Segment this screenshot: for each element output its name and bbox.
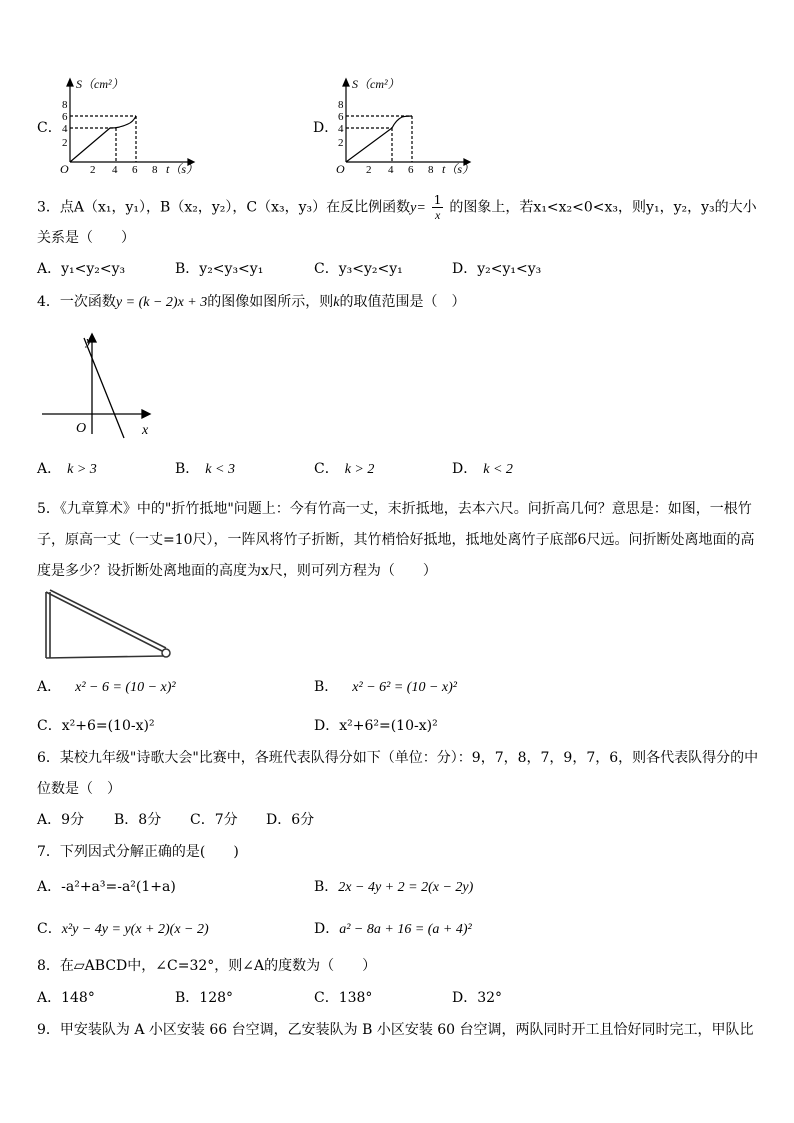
q7-option-d-label: D． bbox=[314, 921, 340, 937]
q8-option-a: A．148° bbox=[37, 990, 95, 1006]
y-tick: 4 bbox=[338, 123, 344, 135]
x-tick: 8 bbox=[428, 164, 434, 176]
q4-option-c bbox=[314, 459, 374, 480]
q5-option-d bbox=[314, 716, 438, 736]
q5-option-b-label: B． bbox=[314, 679, 339, 695]
x-axis-label: t（s） bbox=[166, 162, 199, 176]
origin-label: O bbox=[76, 421, 87, 436]
q7-option-d bbox=[314, 919, 472, 940]
y-axis-label: S（cm²） bbox=[76, 77, 124, 91]
q7-option-d-expr: a² − 8a + 16 = (a + 4)² bbox=[339, 922, 472, 937]
q5-line3: 度是多少？设折断处离地面的高度为x尺，则可列方程为（ ） bbox=[37, 563, 437, 579]
q5-option-a bbox=[37, 677, 176, 698]
q5-bamboo-figure bbox=[40, 588, 180, 664]
q3-frac-den: x bbox=[434, 208, 441, 222]
q3-text-pre: 3．点A（x₁，y₁），B（x₂，y₂），C（x₃，y₃）在反比例函数 bbox=[37, 199, 411, 216]
q3-option-d: D．y₂<y₁<y₃ bbox=[452, 261, 542, 277]
q4-option-b bbox=[175, 459, 235, 480]
q4-stem bbox=[37, 292, 465, 313]
x-axis-arrow bbox=[142, 410, 150, 418]
y-tick: 6 bbox=[62, 111, 68, 123]
ground-line bbox=[46, 656, 164, 658]
function-line bbox=[84, 338, 124, 438]
graph-option-d bbox=[336, 74, 476, 176]
q3-option-a: A．y₁<y₂<y₃ bbox=[37, 261, 126, 277]
q4-option-d-expr: k < 2 bbox=[483, 462, 513, 477]
q4-option-a-label: A． bbox=[37, 461, 62, 477]
q5-option-c bbox=[37, 716, 155, 736]
q3-func-y: y= bbox=[410, 200, 426, 216]
q6-line1: 6．某校九年级"诗歌大会"比赛中，各班代表队得分如下（单位：分）：9，7，8，7，9，7，6，则各代表队得分的中 bbox=[37, 750, 759, 766]
q3-text-post: 的图象上，若x₁<x₂<0<x₃，则y₁，y₂，y₃的大小 bbox=[449, 199, 757, 216]
q8-option-d: D．32° bbox=[452, 990, 503, 1006]
q6-line2: 位数是（ ） bbox=[37, 781, 121, 797]
y-axis-arrow bbox=[67, 79, 73, 86]
graph-option-c bbox=[60, 74, 200, 176]
y-tick: 6 bbox=[338, 111, 344, 123]
q3-line2: 关系是（ ） bbox=[37, 230, 135, 246]
q6-option-d: D．6分 bbox=[266, 812, 315, 828]
option-c-label: C． bbox=[37, 120, 62, 136]
q7-option-c bbox=[37, 919, 209, 940]
q7-option-c-expr: x²y − 4y = y(x + 2)(x − 2) bbox=[61, 922, 209, 937]
x-tick: 2 bbox=[366, 164, 372, 176]
broken-part-edge bbox=[50, 590, 166, 648]
q7-option-a bbox=[37, 877, 176, 897]
origin-label: O bbox=[336, 162, 345, 176]
y-axis-label: y bbox=[86, 333, 92, 348]
q4-option-d-label: D． bbox=[452, 461, 478, 477]
q3-line1 bbox=[37, 193, 757, 222]
q3-option-c: C．y₃<y₂<y₁ bbox=[314, 261, 403, 277]
q4-line-graph bbox=[38, 330, 168, 442]
q4-option-a bbox=[37, 459, 97, 480]
q4-text-post2: 的取值范围是（ ） bbox=[339, 294, 466, 310]
x-axis-label: x bbox=[142, 423, 149, 438]
q4-text-post: 的图像如图所示，则 bbox=[207, 294, 334, 310]
y-axis-label: S（cm²） bbox=[352, 77, 400, 91]
q6-option-c: C．7分 bbox=[190, 812, 238, 828]
q3-fraction bbox=[432, 193, 444, 222]
y-tick: 8 bbox=[62, 99, 68, 111]
q4-option-b-expr: k < 3 bbox=[205, 462, 235, 477]
q4-var: k bbox=[333, 295, 340, 310]
q5-option-a-label: A． bbox=[37, 679, 62, 695]
q7-option-b-label: B． bbox=[314, 879, 339, 895]
q4-option-c-expr: k > 2 bbox=[344, 462, 375, 477]
q7-option-c-label: C． bbox=[37, 921, 62, 937]
q7-stem: 7．下列因式分解正确的是( ) bbox=[37, 844, 239, 860]
q8-stem: 8．在▱ABCD中，∠C=32°，则∠A的度数为（ ） bbox=[37, 958, 377, 974]
curve-d bbox=[346, 116, 412, 162]
q9-line1: 9．甲安装队为 A 小区安装 66 台空调，乙安装队为 B 小区安装 60 台空调，两队同时开工且恰好同时完工，甲队比 bbox=[37, 1022, 754, 1038]
q4-option-c-label: C． bbox=[314, 461, 339, 477]
y-tick: 2 bbox=[338, 137, 344, 149]
q5-option-d-label: D． bbox=[314, 718, 340, 734]
q5-option-b bbox=[314, 677, 457, 698]
q7-option-a-expr: -a²+a³=-a²(1+a) bbox=[61, 879, 176, 895]
q6-option-b: B．8分 bbox=[114, 812, 162, 828]
q3-frac-num: 1 bbox=[433, 193, 442, 207]
q5-line2: 子，原高一丈（一丈=10尺），一阵风将竹子折断，其竹梢恰好抵地，抵地处离竹子底部6尺远。问折断处离地面的高 bbox=[37, 532, 755, 548]
option-d-label: D． bbox=[313, 120, 339, 136]
broken-part bbox=[46, 592, 164, 652]
bamboo-tip bbox=[162, 649, 170, 657]
y-tick: 8 bbox=[338, 99, 344, 111]
curve-c bbox=[70, 116, 136, 162]
q5-option-d-expr: x²+6²=(10-x)² bbox=[339, 718, 438, 734]
q8-option-c: C．138° bbox=[314, 990, 373, 1006]
q5-option-c-label: C． bbox=[37, 718, 62, 734]
x-tick: 2 bbox=[90, 164, 96, 176]
q5-option-c-expr: x²+6=(10-x)² bbox=[61, 718, 155, 734]
q4-option-a-expr: k > 3 bbox=[67, 462, 97, 477]
y-tick: 4 bbox=[62, 123, 68, 135]
q4-option-d bbox=[452, 459, 513, 480]
x-tick: 4 bbox=[112, 164, 118, 176]
x-tick: 6 bbox=[132, 164, 138, 176]
q7-option-a-label: A． bbox=[37, 879, 62, 895]
x-tick: 4 bbox=[388, 164, 394, 176]
y-tick: 2 bbox=[62, 137, 68, 149]
q4-formula: y = (k − 2)x + 3 bbox=[115, 295, 208, 310]
x-tick: 8 bbox=[152, 164, 158, 176]
q3-option-b: B．y₂<y₃<y₁ bbox=[175, 261, 264, 277]
q6-option-a: A．9分 bbox=[37, 812, 85, 828]
q7-option-b-expr: 2x − 4y + 2 = 2(x − 2y) bbox=[338, 880, 474, 895]
y-axis-arrow bbox=[343, 79, 349, 86]
x-tick: 6 bbox=[408, 164, 414, 176]
q7-option-b bbox=[314, 877, 473, 898]
x-axis-label: t（s） bbox=[442, 162, 475, 176]
q5-option-b-expr: x² − 6² = (10 − x)² bbox=[352, 680, 457, 695]
q8-option-b: B．128° bbox=[175, 990, 234, 1006]
q4-text-pre: 4．一次函数 bbox=[37, 294, 116, 310]
q4-option-b-label: B． bbox=[175, 461, 200, 477]
q5-line1: 5．《九章算术》中的"折竹抵地"问题上：今有竹高一丈，末折抵地，去本六尺。问折高几何？意思是：如图，一根竹 bbox=[37, 501, 752, 517]
q5-option-a-expr: x² − 6 = (10 − x)² bbox=[75, 680, 176, 695]
origin-label: O bbox=[60, 162, 69, 176]
